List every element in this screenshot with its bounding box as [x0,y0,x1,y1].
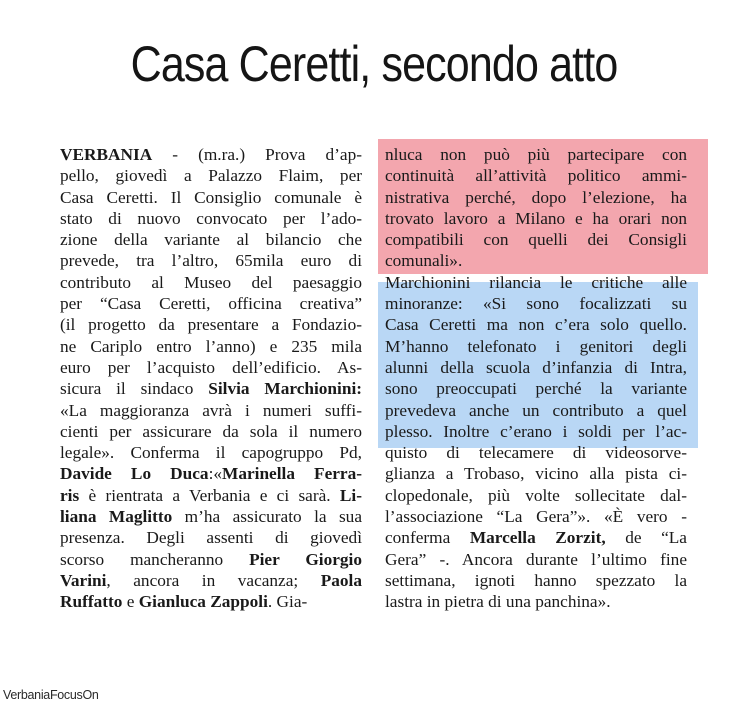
text-line [60,442,362,463]
text-line [60,336,362,357]
text-line [60,144,362,165]
text-line [60,527,362,548]
text-line [60,549,362,570]
text-line [60,421,362,442]
text-run: presenza. Degli assenti di giovedì [60,528,362,548]
text-run: per “Casa Ceretti, officina creativa” [60,294,362,314]
text-line [60,272,362,293]
text-line [60,591,362,612]
text-line [385,208,687,229]
text-run: M’hanno telefonato i genitori degli [385,336,687,356]
text-line [385,165,687,186]
text-run: legale». Conferma il capogruppo Pd, [60,443,362,463]
text-run: l’associazione “La Gera”». «È vero - [385,507,687,527]
text-line [60,314,362,335]
text-line [385,187,687,208]
text-run: prevede, tra l’altro, 65mila euro di [60,251,362,271]
text-line [60,506,362,527]
text-line [60,208,362,229]
text-run: Gera” -. Ancora durante l’ultimo fine [385,549,687,569]
bold-name: ris [60,485,80,505]
text-line [385,570,687,591]
text-run: euro per l’acquisto dell’edificio. As- [60,357,362,377]
bold-name: Silvia Marchionini: [208,379,362,399]
text-line [60,378,362,399]
text-line [385,314,687,335]
text-run: nistrativa perché, dopo l’elezione, ha [385,187,687,207]
text-run: , ancora in vacanza; [106,570,321,590]
text-line [385,250,687,271]
text-run: e [122,592,139,612]
text-run: quisto di telecamere di videosorve- [385,443,687,463]
text-run: compatibili con quelli dei Consigli [385,230,687,250]
text-line [60,357,362,378]
article-column-left [60,144,362,613]
text-run: glianza a Trobaso, vicino alla pista ci- [385,464,687,484]
text-run: m’ha assicurato la sua [172,507,362,527]
article-column-right [385,144,687,613]
text-run: clopedonale, più volte sollecitate dal- [385,485,687,505]
text-run: (il progetto da presentare a Fondazio- [60,315,362,335]
text-line [60,165,362,186]
text-line [385,400,687,421]
text-run: «La maggioranza avrà i numeri suffi- [60,400,362,420]
text-run: trovato lavoro a Milano e ha orari non [385,208,687,228]
bold-name: Marinella Ferra- [222,464,362,484]
text-run: - (m.ra.) Prova d’ap- [152,145,362,164]
text-run: sicura il sindaco [60,379,209,399]
text-line [60,293,362,314]
bold-name: Varini [60,570,107,590]
text-line [60,485,362,506]
text-run: :« [208,464,223,484]
bold-name: Gianluca Zappoli [138,592,268,612]
text-run: de “La [605,528,687,548]
text-line [385,506,687,527]
text-line [385,378,687,399]
text-run: alunni della scuola d’infanzia di Intra, [385,357,687,377]
text-line [60,400,362,421]
text-line [385,357,687,378]
text-run: sono preoccupati perché la variante [385,379,687,399]
text-run: è rientrata a Verbania e ci sarà. [79,485,340,505]
text-run: conferma [385,528,470,548]
text-run: Marchionini rilancia le critiche alle [385,272,687,292]
text-line [385,229,687,250]
text-line [385,144,687,165]
text-run: contributo al Museo del paesaggio [60,272,362,292]
text-run: minoranze: «Si sono focalizzati su [385,294,687,314]
text-run: Casa Ceretti. Il Consiglio comunale è [60,187,362,207]
text-line [385,591,687,612]
text-line [385,527,687,548]
text-line [60,229,362,250]
text-line [385,549,687,570]
text-run: Casa Ceretti ma non c’era solo quello. [385,315,687,335]
text-line [385,442,687,463]
text-run: pello, giovedì a Palazzo Flaim, per [60,166,362,186]
text-run: stato di nuovo convocato per l’ado- [60,208,362,228]
bold-name: Davide Lo Duca [60,464,209,484]
text-run: cienti per assicurare da sola il numero [60,421,362,441]
text-run: plesso. Inoltre c’erano i soldi per l’ac- [385,421,687,441]
text-line [385,336,687,357]
text-line [385,463,687,484]
text-run: scorso mancheranno [60,549,250,569]
bold-name: Li- [339,485,362,505]
text-run: lastra in pietra di una panchina». [385,592,611,612]
text-line [385,485,687,506]
text-line [385,272,687,293]
bold-name: Marcella Zorzit, [469,528,606,548]
bold-name: Ruffatto [60,592,123,612]
source-watermark: VerbaniaFocusOn [3,688,99,702]
text-line [60,250,362,271]
text-run: ne Cariplo entro l’anno) e 235 mila [60,336,362,356]
text-line [60,570,362,591]
bold-name: VERBANIA [60,145,153,164]
text-run: prevedeva anche un contributo a quel [385,400,687,420]
text-run: settimana, ignoti hanno spezzato la [385,570,687,590]
text-line [385,421,687,442]
text-line [60,463,362,484]
article-headline: Casa Ceretti, secondo atto [130,36,618,92]
text-line [385,293,687,314]
text-run: nluca non può più partecipare con [385,145,687,164]
bold-name: Paola [320,570,362,590]
text-line [60,187,362,208]
text-run: comunali». [385,251,463,271]
text-run: zione della variante al bilancio che [60,230,362,250]
bold-name: Pier Giorgio [249,549,362,569]
text-run: . Gia- [267,592,308,612]
bold-name: liana Maglitto [60,507,173,527]
text-run: continuità all’attività politico ammi- [385,166,687,186]
